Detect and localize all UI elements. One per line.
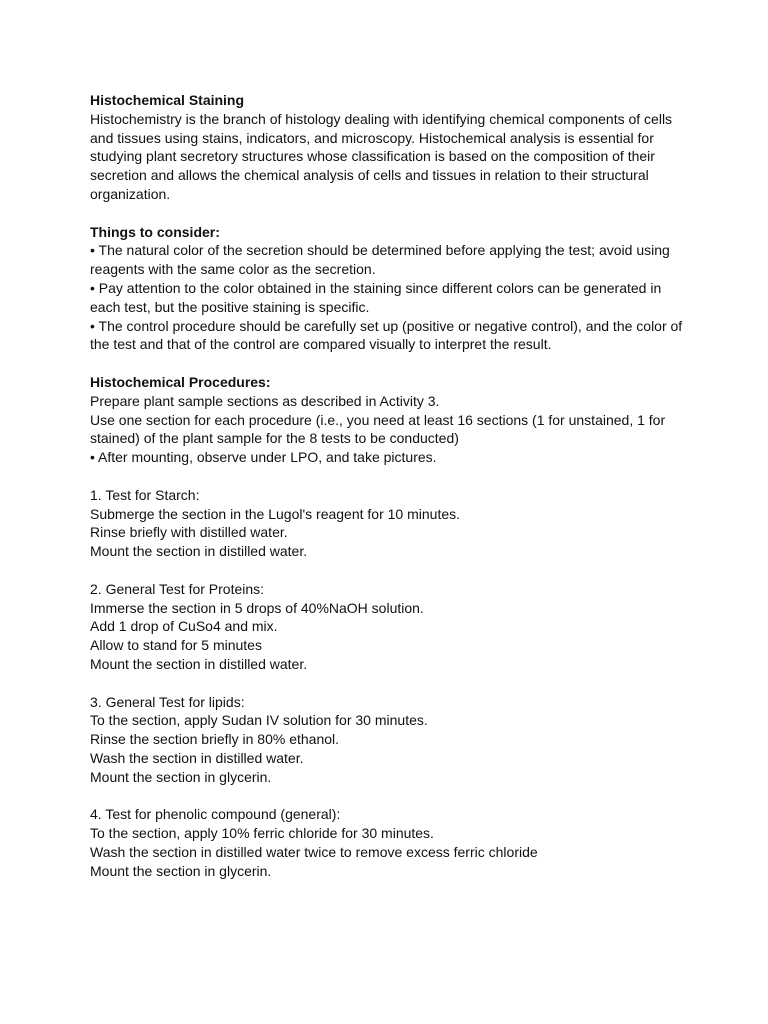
- procedures-heading: Histochemical Procedures:: [90, 373, 271, 390]
- procedure-line: Prepare plant sample sections as described in Activity 3.: [90, 392, 440, 409]
- test-step: Mount the section in glycerin.: [90, 768, 272, 785]
- test-title: 4. Test for phenolic compound (general):: [90, 806, 341, 823]
- test-proteins: [90, 580, 690, 674]
- test-step: Rinse the section briefly in 80% ethanol.: [90, 731, 340, 748]
- consider-bullet: • The natural color of the secretion should be determined before applying the test; avoid using reagents with the same color as the secretion.: [90, 242, 670, 278]
- test-step: Mount the section in distilled water.: [90, 655, 308, 672]
- test-step: To the section, apply 10% ferric chloride for 30 minutes.: [90, 825, 434, 842]
- document-page: [90, 91, 690, 899]
- test-title: 2. General Test for Proteins:: [90, 580, 265, 597]
- test-step: Add 1 drop of CuSo4 and mix.: [90, 618, 278, 635]
- consider-bullet: • The control procedure should be carefully set up (positive or negative control), and the color of the test and that of the control are compared visually to interpret the result.: [90, 317, 683, 353]
- test-step: Submerge the section in the Lugol's reagent for 10 minutes.: [90, 505, 461, 522]
- procedures-section: [90, 373, 690, 467]
- test-starch: [90, 486, 690, 561]
- intro-section: [90, 91, 690, 204]
- consider-bullet: • Pay attention to the color obtained in the staining since different colors can be generated in each test, but the positive staining is specific.: [90, 279, 662, 315]
- test-step: Rinse briefly with distilled water.: [90, 524, 288, 541]
- test-step: Immerse the section in 5 drops of 40%NaOH solution.: [90, 599, 424, 616]
- test-lipids: [90, 693, 690, 787]
- test-step: Mount the section in distilled water.: [90, 543, 308, 560]
- intro-heading: Histochemical Staining: [90, 92, 245, 108]
- test-title: 1. Test for Starch:: [90, 486, 200, 503]
- test-step: To the section, apply Sudan IV solution for 30 minutes.: [90, 712, 428, 729]
- test-step: Allow to stand for 5 minutes: [90, 637, 262, 654]
- test-step: Wash the section in distilled water.: [90, 749, 304, 766]
- things-to-consider-section: [90, 223, 690, 355]
- test-phenolic: [90, 805, 690, 880]
- test-step: Wash the section in distilled water twice to remove excess ferric chloride: [90, 843, 538, 860]
- procedure-line: Use one section for each procedure (i.e., you need at least 16 sections (1 for unstained, 1 for stained) of the plant sample for the 8 tests to be conducted): [90, 411, 666, 447]
- intro-paragraph: Histochemistry is the branch of histology dealing with identifying chemical components of cells and tissues using stains, indicators, and microscopy. Histochemical analysis is essential for studying plant secretory structures whose classification is based on the composition of their secretion and allows the chemical analysis of cells and tissues in relation to their structural organization.: [90, 110, 673, 202]
- test-title: 3. General Test for lipids:: [90, 693, 245, 710]
- things-to-consider-heading: Things to consider:: [90, 223, 220, 240]
- test-step: Mount the section in glycerin.: [90, 862, 272, 879]
- procedure-line: • After mounting, observe under LPO, and take pictures.: [90, 449, 437, 466]
